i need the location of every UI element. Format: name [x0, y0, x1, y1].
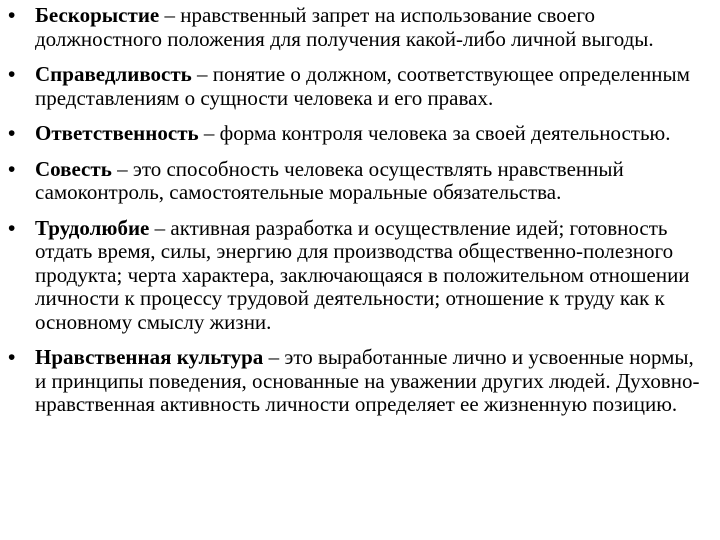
definition-text: – это выработанные лично и усвоенные нормы, и принципы поведения, основанные на уважении других людей. Духовно-нравственная активность личности определяет ее жизненную позицию.: [35, 345, 700, 416]
list-item-nravstvennaya-kultura: [8, 346, 708, 417]
term-label: Ответственность: [35, 121, 199, 145]
bullet-icon: •: [8, 346, 16, 369]
definition-text: – форма контроля человека за своей деятельностью.: [198, 121, 671, 145]
list-item-beskorystie: [8, 4, 708, 51]
list-item-spravedlivost: [8, 63, 708, 110]
term-label: Справедливость: [35, 62, 192, 86]
list-item-otvetstvennost: [8, 122, 708, 146]
list-item-trudolyubie: [8, 217, 708, 335]
term-label: Бескорыстие: [35, 3, 160, 27]
definition-text: – это способность человека осуществлять нравственный самоконтроль, самостоятельные моральные обязательства.: [35, 156, 624, 204]
definition-text: – понятие о должном, соответствующее определенным представлениям о сущности человека и его правах.: [35, 62, 690, 110]
term-label: Трудолюбие: [35, 215, 150, 240]
bullet-icon: •: [8, 63, 16, 86]
definition-text: – активная разработка и осуществление идей; готовность отдать время, силы, энергию для производства общественно-полезного продукта; черта характера, заключающаяся в положительном отношении личности к процессу трудовой деятельности; отношение к труду как к основному смыслу жизни.: [35, 215, 690, 334]
list-item-sovest: [8, 158, 708, 205]
bullet-icon: •: [8, 157, 16, 181]
bullet-icon: •: [8, 4, 16, 27]
term-label: Совесть: [35, 156, 112, 181]
bullet-icon: •: [8, 216, 16, 240]
definition-text: – нравственный запрет на использование своего должностного положения для получения какой-либо личной выгоды.: [35, 3, 654, 51]
bullet-icon: •: [8, 122, 16, 145]
term-label: Нравственная культура: [35, 345, 264, 369]
definition-list: [8, 4, 708, 417]
